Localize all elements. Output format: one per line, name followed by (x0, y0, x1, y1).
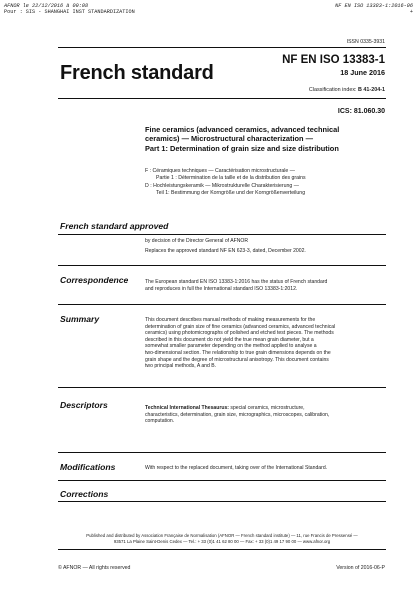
descriptors-heading: Descriptors (60, 400, 108, 410)
translation-de-line2: Teil 1: Bestimmung der Korngröße und der Korngrößenverteilung (156, 189, 306, 196)
classification-index (309, 87, 385, 93)
thesaurus-label: Technical International Thesaurus: (145, 405, 229, 411)
summary-line: two-dimensional section. The relationship to true grain dimensions depends on the (145, 349, 331, 356)
correspondence-line: The European standard EN ISO 13383-1:2016 has the status of French standard (145, 279, 328, 285)
publisher-rule (58, 501, 386, 502)
summary-heading: Summary (60, 314, 100, 324)
summary-line: described in this document do not yield the true mean grain diameter, but a (145, 336, 314, 343)
print-stamp-line1: AFNOR le 22/12/2016 à 09:08 (4, 3, 89, 9)
approved-heading: French standard approved (60, 221, 169, 231)
print-stamp-ref: NF EN ISO 13383-1:2016-06 (335, 3, 413, 9)
translation-de-line1: D : Hochleistungskeramik — Mikrostrukturelle Charakterisierung — (145, 182, 299, 189)
publication-date: 18 June 2016 (340, 68, 385, 77)
publisher-line1: Published and distributed by Association Française de Normalisation (AFNOR — French standard institute) — 11, rue Francis de Pressensé — (86, 533, 358, 538)
title-line: Part 1: Determination of grain size and size distribution (145, 143, 339, 153)
approved-line1: by decision of the Director General of AFNOR (145, 238, 249, 244)
summary-body (145, 317, 390, 370)
summary-line: two principal methods, A and B. (145, 363, 217, 370)
translation-fr-line2: Partie 1 : Détermination de la taille et de la distribution des grains (156, 174, 306, 181)
version: Version of 2016-06-P (336, 565, 385, 571)
correspondence-body (145, 279, 390, 292)
descriptors-body (145, 405, 390, 425)
publisher-line2: 93571 La Plaine Saint-Denis Cedex — Tel.: + 33 (0)1 41 62 80 00 — Fax: + 33 (0)1 49 17 90 00 — www.afnor.org (113, 539, 331, 544)
approved-line2: Replaces the approved standard NF EN 623-3, dated, December 2002. (145, 247, 306, 254)
print-stamp-plus: + (409, 9, 413, 15)
summary-line: determination of grain size of fine ceramics (advanced ceramics, advanced technical (145, 323, 336, 330)
summary-line: ceramics) using photomicrographs of polished and etched test pieces. The methods (145, 330, 334, 337)
corrections-rule (58, 480, 386, 481)
print-stamp-line2: Pour : SIS - SHANGHAI INST STANDARDIZATION (4, 9, 135, 15)
summary-line: grain shape and the degree of microstructural anisotropy. This document contains (145, 356, 329, 363)
classification-value: B 41-204-1 (358, 87, 385, 93)
title-translations (145, 168, 390, 197)
descriptors-first-terms: special ceramics, microstructure, (228, 405, 305, 411)
standard-number: NF EN ISO 13383-1 (282, 54, 385, 66)
issn: ISSN 0335-3931 (346, 39, 385, 45)
translation-fr-line1: F : Céramiques techniques — Caractérisation microstructurale — (145, 168, 295, 174)
summary-line: somewhat smaller parameter depending on the method applied to analyse a (145, 343, 317, 350)
correspondence-heading: Correspondence (60, 275, 129, 285)
footer-rule (58, 549, 386, 550)
summary-line: This document describes manual methods of making measurements for the (145, 317, 316, 323)
descriptors-line: characteristics, determination, grain size, micrographics, microscopes, calibration, (145, 411, 330, 418)
descriptors-rule (58, 387, 386, 388)
modifications-heading: Modifications (60, 462, 116, 472)
copyright: © AFNOR — All rights reserved (58, 565, 131, 571)
doc-type-title: French standard (60, 62, 214, 84)
title-line: Fine ceramics (advanced ceramics, advanced technical (145, 125, 340, 134)
descriptors-line (145, 405, 390, 412)
title-line: ceramics) — Microstructural characterization — (145, 134, 313, 144)
approved-body (145, 238, 390, 254)
modifications-body: With respect to the replaced document, taking over of the International Standard. (145, 465, 328, 471)
correspondence-line: and reproduces in full the International standard ISO 13383-1:2012. (145, 285, 298, 292)
top-rule (58, 47, 386, 48)
document-title (145, 125, 390, 153)
classification-label: Classification index: (308, 87, 359, 93)
publisher-info (58, 533, 386, 545)
descriptors-line: computation. (145, 418, 175, 425)
ics-code: ICS: 81.060.30 (337, 108, 385, 115)
classification-rule (58, 98, 386, 99)
correspondence-rule (58, 265, 386, 266)
print-stamp-left (4, 3, 234, 15)
modifications-rule (58, 452, 386, 453)
approved-rule (58, 234, 386, 235)
summary-rule (58, 304, 386, 305)
print-stamp-right (253, 3, 413, 15)
corrections-heading: Corrections (60, 489, 109, 499)
